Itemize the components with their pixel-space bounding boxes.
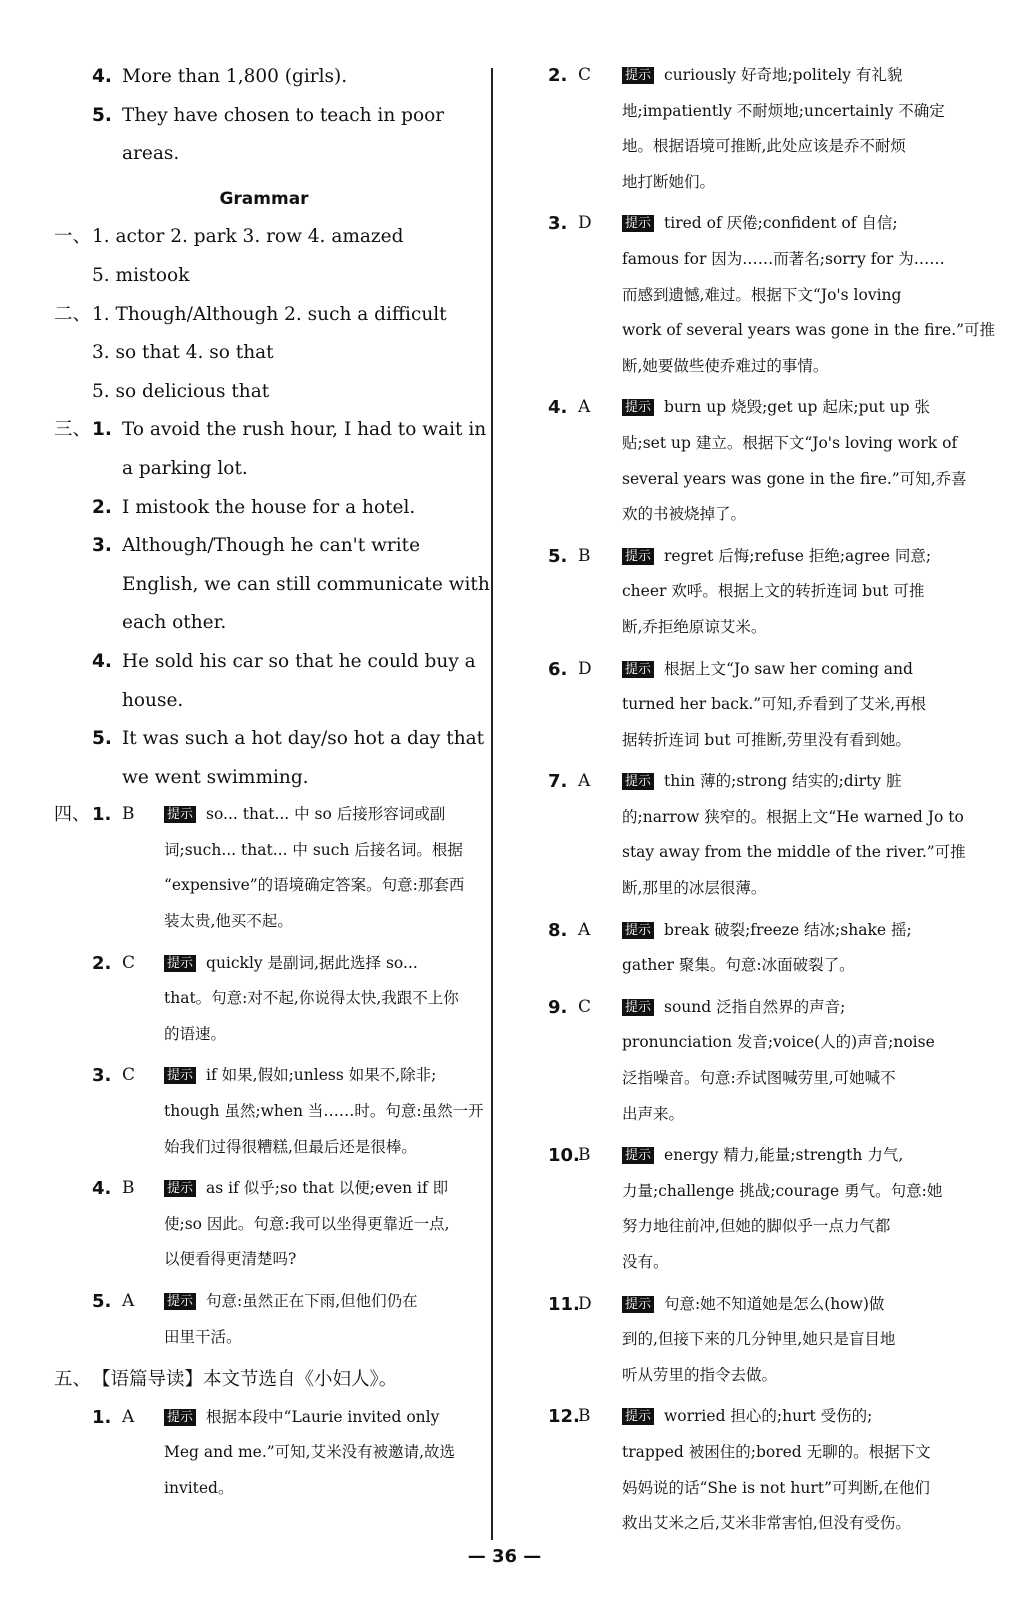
text-line xyxy=(164,1242,474,1278)
line-text: 句意:她不知道她是怎么(how)做 xyxy=(664,1294,885,1313)
answer-letter: B xyxy=(578,545,591,566)
item-number: 4. xyxy=(92,650,112,672)
item-number: 5. xyxy=(92,1291,112,1312)
group-mark: 二、 xyxy=(54,303,92,325)
text-line xyxy=(622,1025,936,1061)
text-line xyxy=(164,1207,474,1243)
hint-badge: 提示 xyxy=(622,548,654,565)
right-column xyxy=(548,58,996,1548)
answer-item xyxy=(54,411,487,488)
line-text: areas. xyxy=(122,143,180,165)
item-number: 3. xyxy=(92,535,112,557)
text-line xyxy=(622,426,958,462)
item-text xyxy=(152,1058,484,1165)
text-line xyxy=(122,604,474,643)
text-line xyxy=(622,574,936,610)
text-line xyxy=(622,764,936,800)
answer-letter: B xyxy=(122,1178,135,1199)
answer-letter: A xyxy=(578,397,591,418)
item-text xyxy=(122,643,474,720)
line-text: He sold his car so that he could buy a xyxy=(122,650,476,672)
item-text xyxy=(122,97,474,174)
answer-item xyxy=(548,1399,936,1541)
text-line xyxy=(622,206,936,242)
text-line xyxy=(164,1058,474,1094)
page-number: — 36 — xyxy=(467,1546,542,1567)
hint-badge: 提示 xyxy=(622,1408,654,1425)
item-text xyxy=(608,539,936,646)
line-text: work of several years was gone in the fire.”可推 xyxy=(622,321,996,340)
text-line xyxy=(622,1399,936,1435)
answer-item xyxy=(548,990,936,1132)
line-text: cheer 欢呼。根据上文的转折连词 but 可推 xyxy=(622,582,925,601)
text-line xyxy=(164,1471,474,1507)
item-number: 4. xyxy=(92,66,112,87)
answer-row xyxy=(54,1361,474,1400)
group-mark: 五、 xyxy=(54,1369,92,1391)
line-text: Although/Though he can't write xyxy=(122,535,421,557)
text-line xyxy=(622,1506,936,1542)
line-text: 以便看得更清楚吗? xyxy=(164,1250,297,1269)
line-text: 使;so 因此。句意:我可以坐得更靠近一点, xyxy=(164,1214,450,1233)
item-text xyxy=(608,913,936,984)
line-text: trapped 被困住的;bored 无聊的。根据下文 xyxy=(622,1442,931,1461)
line-text: 根据本段中“Laurie invited only xyxy=(206,1407,440,1426)
text-line xyxy=(622,913,936,949)
text-line xyxy=(622,1061,936,1097)
answer-letter: B xyxy=(578,1406,591,1427)
text-line xyxy=(164,1400,474,1436)
text-line xyxy=(164,904,474,940)
answer-line: 3. so that 4. so that xyxy=(92,342,274,364)
text-line xyxy=(122,682,474,721)
item-text xyxy=(122,720,485,797)
line-text: we went swimming. xyxy=(122,766,309,788)
answer-item xyxy=(548,652,936,759)
group-spacer xyxy=(54,1171,92,1278)
item-number: 6. xyxy=(548,658,568,680)
text-line xyxy=(122,720,485,759)
line-text: 的;narrow 狭窄的。根据上文“He warned Jo to xyxy=(622,807,964,826)
line-text: worried 担心的;hurt 受伤的; xyxy=(664,1407,873,1426)
answer-item xyxy=(548,206,996,384)
text-line xyxy=(622,349,936,385)
line-text: each other. xyxy=(122,612,227,634)
line-text: 断,乔拒绝原谅艾米。 xyxy=(622,617,767,636)
text-line xyxy=(622,1358,936,1394)
text-line xyxy=(622,1471,936,1507)
item-number: 12. xyxy=(548,1406,580,1428)
answer-letter: D xyxy=(578,1293,592,1314)
answer-item xyxy=(54,1171,474,1278)
text-line xyxy=(164,1094,484,1130)
item-text xyxy=(608,990,936,1132)
group-mark: 三、 xyxy=(54,419,92,441)
line-text: 始我们过得很糟糕,但最后还是很棒。 xyxy=(164,1137,417,1156)
line-text: turned her back.”可知,乔看到了艾米,再根 xyxy=(622,695,927,714)
line-text: 欢的书被烧掉了。 xyxy=(622,505,747,524)
line-text: 没有。 xyxy=(622,1253,669,1271)
text-line xyxy=(122,527,474,566)
answer-item xyxy=(54,527,490,643)
group-spacer xyxy=(54,489,92,528)
item-text xyxy=(152,946,474,1053)
line-text: 田里干活。 xyxy=(164,1327,242,1346)
item-text xyxy=(608,58,945,200)
answer-letter: D xyxy=(578,658,592,679)
line-text: famous for 因为……而著名;sorry for 为…… xyxy=(622,249,945,268)
answer-item xyxy=(54,946,474,1053)
item-number: 2. xyxy=(92,496,112,518)
line-text: sound 泛指自然界的声音; xyxy=(664,997,846,1016)
line-text: 装太贵,他买不起。 xyxy=(164,912,293,931)
answer-item xyxy=(548,1138,943,1280)
answer-letter: A xyxy=(122,1406,135,1427)
item-number: 2. xyxy=(92,952,112,974)
line-text: English, we can still communicate with xyxy=(122,573,490,595)
text-line xyxy=(622,462,967,498)
group-spacer xyxy=(54,1284,92,1355)
answer-letter: A xyxy=(578,771,591,792)
hint-badge: 提示 xyxy=(164,1409,196,1426)
item-number: 1. xyxy=(92,419,112,441)
reading-intro: 【语篇导读】本文节选自《小妇人》。 xyxy=(92,1369,398,1391)
group-spacer xyxy=(54,1058,92,1165)
line-text: tired of 厌倦;confident of 自信; xyxy=(664,214,898,233)
text-line xyxy=(622,1097,936,1133)
text-line xyxy=(122,643,474,682)
hint-badge: 提示 xyxy=(164,1293,196,1310)
item-text xyxy=(152,1171,474,1278)
line-text: curiously 好奇地;politely 有礼貌 xyxy=(664,66,903,84)
line-text: burn up 烧毁;get up 起床;put up 张 xyxy=(664,398,930,417)
group-spacer xyxy=(54,257,92,296)
text-line xyxy=(622,539,936,575)
answer-item xyxy=(548,58,945,200)
item-text xyxy=(122,489,474,528)
text-line xyxy=(622,1435,936,1471)
text-line xyxy=(622,990,936,1026)
line-text: 地。根据语境可推断,此处应该是乔不耐烦 xyxy=(622,137,906,156)
item-number: 2. xyxy=(548,65,568,86)
text-line xyxy=(622,390,936,426)
line-text: 出声来。 xyxy=(622,1104,685,1123)
line-text: To avoid the rush hour, I had to wait in xyxy=(122,419,487,441)
text-line xyxy=(622,1322,936,1358)
line-text: stay away from the middle of the river.”可推 xyxy=(622,843,966,862)
line-text: though 虽然;when 当……时。句意:虽然一开 xyxy=(164,1102,484,1121)
line-text: quickly 是副词,据此选择 so... xyxy=(206,953,418,972)
line-text: 地打断她们。 xyxy=(622,172,716,191)
line-text: It was such a hot day/so hot a day that xyxy=(122,728,485,750)
hint-badge: 提示 xyxy=(622,1296,654,1313)
text-line xyxy=(164,868,474,904)
column-divider xyxy=(491,68,493,1540)
item-text xyxy=(122,58,474,97)
item-text xyxy=(608,206,996,384)
text-line xyxy=(622,610,936,646)
text-line xyxy=(622,497,936,533)
text-line xyxy=(622,800,964,836)
text-line xyxy=(622,278,936,314)
item-text xyxy=(608,390,967,532)
item-number: 1. xyxy=(92,804,112,826)
item-text xyxy=(122,527,490,643)
hint-badge: 提示 xyxy=(622,215,654,232)
group-spacer xyxy=(54,946,92,1053)
text-line xyxy=(164,1284,474,1320)
text-line xyxy=(622,1174,943,1210)
line-text: several years was gone in the fire.”可知,乔喜 xyxy=(622,469,967,488)
answer-line: 5. mistook xyxy=(92,264,190,286)
answer-item xyxy=(54,1284,474,1355)
line-text: so... that... 中 so 后接形容词或副 xyxy=(206,805,446,824)
item-number: 7. xyxy=(548,771,568,793)
item-text xyxy=(152,797,474,939)
item-text xyxy=(152,1400,474,1507)
text-line xyxy=(164,1171,474,1207)
text-line xyxy=(622,835,966,871)
text-line xyxy=(622,129,936,165)
hint-badge: 提示 xyxy=(622,922,654,939)
hint-badge: 提示 xyxy=(622,1147,654,1164)
text-line xyxy=(122,489,474,528)
hint-badge: 提示 xyxy=(622,67,654,84)
group-spacer xyxy=(54,373,92,412)
line-text: 救出艾米之后,艾米非常害怕,但没有受伤。 xyxy=(622,1514,911,1533)
line-text: I mistook the house for a hotel. xyxy=(122,496,416,518)
line-text: house. xyxy=(122,689,184,711)
line-text: 句意:虽然正在下雨,但他们仍在 xyxy=(206,1292,418,1310)
item-text xyxy=(608,1287,936,1394)
item-text xyxy=(152,1284,474,1355)
text-line xyxy=(122,58,474,97)
answer-row xyxy=(54,334,474,373)
line-text: invited。 xyxy=(164,1478,234,1497)
text-line xyxy=(622,687,936,723)
group-spacer xyxy=(54,527,92,643)
group-spacer xyxy=(54,334,92,373)
text-line xyxy=(122,566,490,605)
item-text xyxy=(608,764,966,906)
answer-item xyxy=(54,58,474,97)
line-text: 而感到遗憾,难过。根据下文“Jo's loving xyxy=(622,285,902,304)
text-line xyxy=(122,759,474,798)
answer-letter: D xyxy=(578,213,592,234)
text-line xyxy=(122,411,487,450)
answer-letter: B xyxy=(578,1145,591,1166)
item-number: 5. xyxy=(92,104,112,126)
group-spacer xyxy=(54,97,92,174)
line-text: thin 薄的;strong 结实的;dirty 脏 xyxy=(664,772,902,791)
text-line xyxy=(164,981,474,1017)
line-text: gather 聚集。句意:冰面破裂了。 xyxy=(622,956,855,975)
group-spacer xyxy=(54,58,92,97)
hint-badge: 提示 xyxy=(164,806,196,823)
answer-letter: B xyxy=(122,804,135,825)
answer-item xyxy=(54,643,474,720)
line-text: that。句意:对不起,你说得太快,我跟不上你 xyxy=(164,989,459,1008)
text-line xyxy=(622,313,996,349)
answer-row xyxy=(54,257,474,296)
text-line xyxy=(164,1320,474,1356)
text-line xyxy=(122,97,474,136)
line-text: 据转折连词 but 可推断,劳里没有看到她。 xyxy=(622,730,911,749)
hint-badge: 提示 xyxy=(622,999,654,1016)
group-spacer xyxy=(54,1400,92,1507)
text-line xyxy=(122,135,474,174)
answer-letter: C xyxy=(578,65,592,85)
answer-line: 1. Though/Although 2. such a difficult xyxy=(92,303,447,325)
item-number: 5. xyxy=(92,728,112,750)
answer-letter: C xyxy=(122,952,136,973)
text-line xyxy=(622,871,936,907)
item-text xyxy=(608,1399,936,1541)
item-number: 9. xyxy=(548,996,568,1018)
line-text: break 破裂;freeze 结冰;shake 摇; xyxy=(664,920,912,939)
line-text: 词;such... that... 中 such 后接名词。根据 xyxy=(164,840,463,859)
text-line xyxy=(622,1287,936,1323)
item-number: 4. xyxy=(92,1178,112,1200)
text-line xyxy=(164,1017,474,1053)
hint-badge: 提示 xyxy=(622,773,654,790)
item-number: 10. xyxy=(548,1145,580,1167)
hint-badge: 提示 xyxy=(622,661,654,678)
text-line xyxy=(622,1138,936,1174)
line-text: as if 似乎;so that 以便;even if 即 xyxy=(206,1179,449,1198)
text-line xyxy=(622,723,936,759)
group-spacer xyxy=(54,643,92,720)
answer-row xyxy=(54,218,474,257)
group-mark: 一、 xyxy=(54,226,92,248)
text-line xyxy=(164,1435,474,1471)
text-line xyxy=(622,948,936,984)
answer-item xyxy=(54,1400,474,1507)
item-number: 3. xyxy=(92,1065,112,1087)
line-text: 泛指噪音。句意:乔试图喊劳里,可她喊不 xyxy=(622,1069,896,1088)
item-text xyxy=(122,411,487,488)
line-text: 努力地往前冲,但她的脚似乎一点力气都 xyxy=(622,1217,891,1236)
answer-letter: C xyxy=(122,1065,136,1086)
text-line xyxy=(164,946,474,982)
line-text: 地;impatiently 不耐烦地;uncertainly 不确定 xyxy=(622,101,945,120)
section-title: Grammar xyxy=(219,188,309,209)
answer-item xyxy=(54,797,474,939)
answer-item xyxy=(54,720,485,797)
line-text: 听从劳里的指令去做。 xyxy=(622,1365,778,1384)
answer-row xyxy=(54,296,474,335)
item-number: 11. xyxy=(548,1293,580,1315)
answer-letter: A xyxy=(578,919,591,940)
hint-badge: 提示 xyxy=(622,399,654,416)
line-text: 妈妈说的话“She is not hurt”可判断,在他们 xyxy=(622,1478,930,1497)
text-line xyxy=(122,450,474,489)
item-text xyxy=(608,1138,943,1280)
text-line xyxy=(622,652,936,688)
line-text: 到的,但接下来的几分钟里,她只是盲目地 xyxy=(622,1330,896,1349)
item-number: 3. xyxy=(548,213,568,235)
text-line xyxy=(622,1245,936,1281)
text-line xyxy=(622,242,945,278)
line-text: 断,那里的冰层很薄。 xyxy=(622,879,767,898)
item-text xyxy=(608,652,936,759)
line-text: 断,她要做些使乔难过的事情。 xyxy=(622,356,829,375)
line-text: 贴;set up 建立。根据下文“Jo's loving work of xyxy=(622,433,958,452)
line-text: 的语速。 xyxy=(164,1024,227,1043)
line-text: if 如果,假如;unless 如果不,除非; xyxy=(206,1066,437,1085)
text-line xyxy=(164,833,474,869)
answer-line: 1. actor 2. park 3. row 4. amazed xyxy=(92,226,404,248)
item-number: 5. xyxy=(548,545,568,567)
text-line xyxy=(622,1209,936,1245)
answer-item xyxy=(548,764,966,906)
line-text: pronunciation 发音;voice(人的)声音;noise xyxy=(622,1033,935,1052)
line-text: 根据上文“Jo saw her coming and xyxy=(664,659,913,678)
line-text: More than 1,800 (girls). xyxy=(122,66,348,87)
hint-badge: 提示 xyxy=(164,955,196,972)
answer-letter: C xyxy=(578,996,592,1017)
item-number: 8. xyxy=(548,919,568,941)
line-text: energy 精力,能量;strength 力气, xyxy=(664,1146,904,1165)
group-mark: 四、 xyxy=(54,804,90,826)
text-line xyxy=(164,797,474,833)
text-line xyxy=(622,94,945,130)
line-text: “expensive”的语境确定答案。句意:那套西 xyxy=(164,876,465,895)
answer-item xyxy=(548,1287,936,1394)
answer-item xyxy=(548,913,936,984)
text-line xyxy=(164,1130,474,1166)
text-line xyxy=(622,58,936,94)
text-line xyxy=(622,165,936,201)
answer-item xyxy=(548,539,936,646)
answer-row xyxy=(54,373,474,412)
hint-badge: 提示 xyxy=(164,1067,196,1084)
line-text: a parking lot. xyxy=(122,457,248,479)
line-text: regret 后悔;refuse 拒绝;agree 同意; xyxy=(664,546,932,565)
item-number: 1. xyxy=(92,1406,112,1428)
answer-line: 5. so delicious that xyxy=(92,380,270,402)
group-spacer xyxy=(54,720,92,797)
answer-item xyxy=(54,97,474,174)
hint-badge: 提示 xyxy=(164,1180,196,1197)
line-text: They have chosen to teach in poor xyxy=(122,104,445,126)
answer-item xyxy=(548,390,967,532)
line-text: Meg and me.”可知,艾米没有被邀请,故选 xyxy=(164,1443,456,1462)
left-column xyxy=(54,58,490,1507)
answer-item xyxy=(54,489,474,528)
answer-item xyxy=(54,1058,484,1165)
item-number: 4. xyxy=(548,397,568,419)
answer-letter: A xyxy=(122,1291,135,1311)
line-text: 力量;challenge 挑战;courage 勇气。句意:她 xyxy=(622,1181,943,1200)
